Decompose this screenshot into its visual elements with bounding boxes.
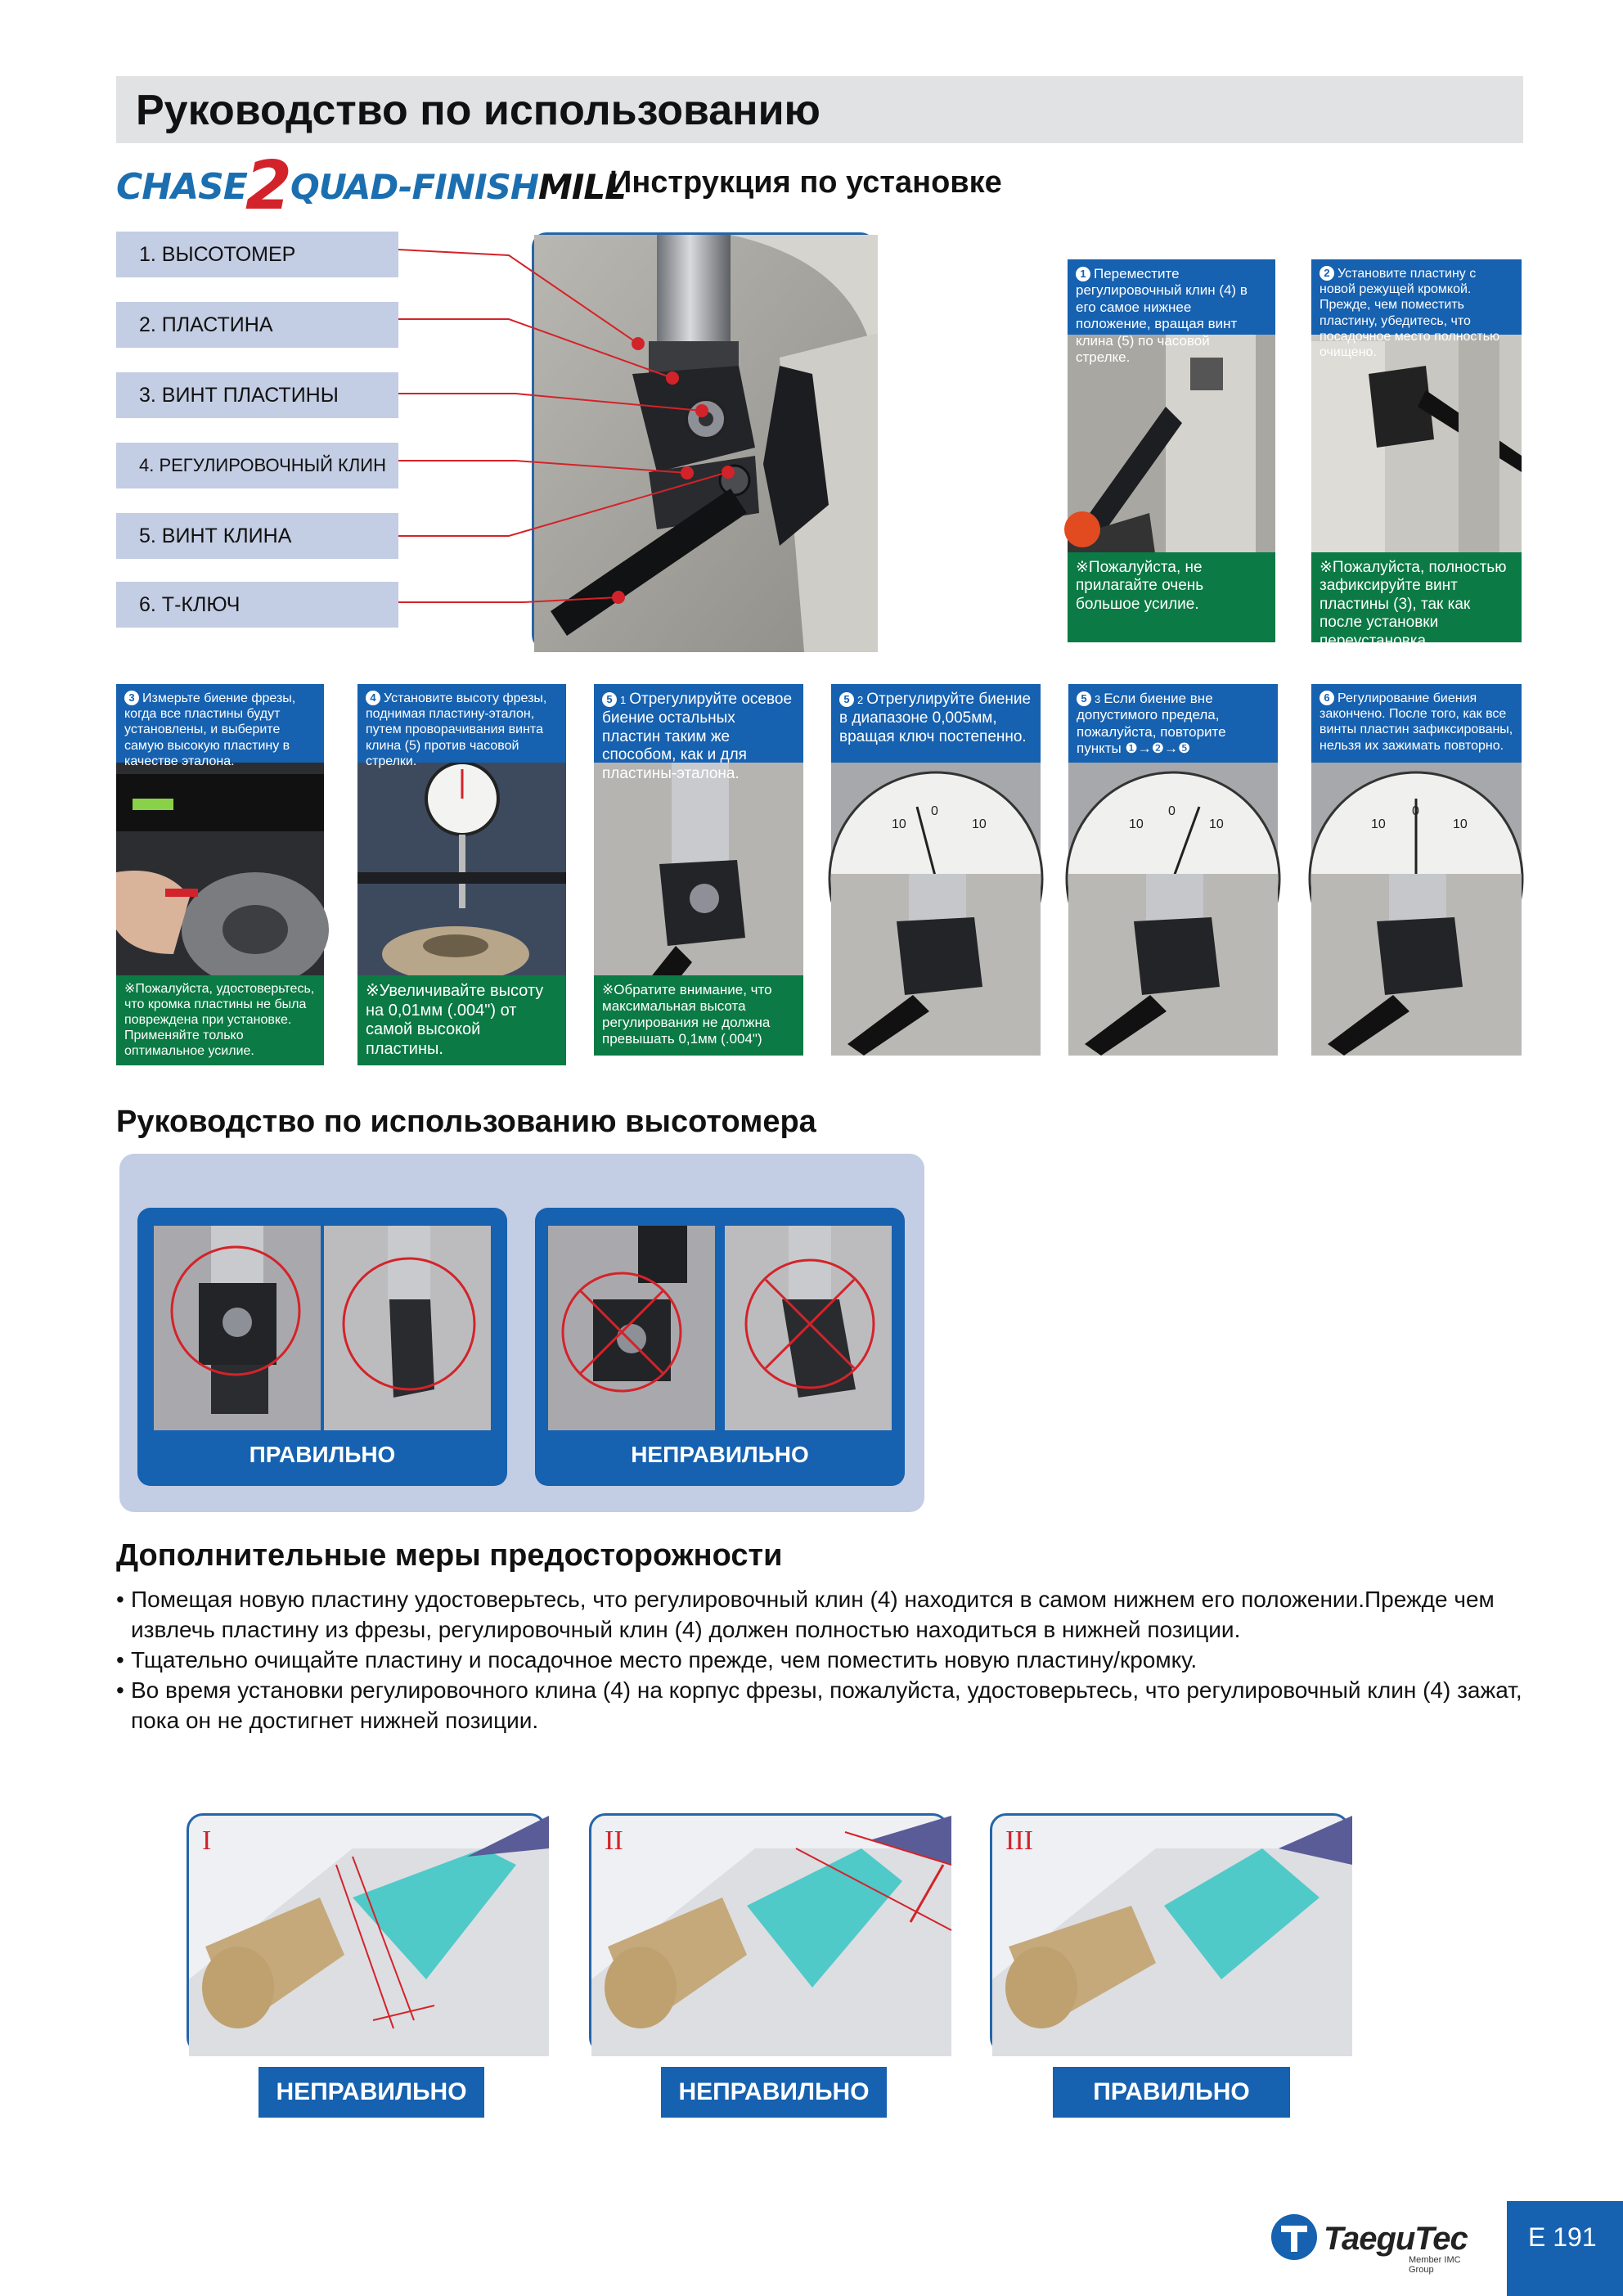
page-number: E 191 <box>1507 2201 1623 2296</box>
dial-mark: 10 <box>1209 817 1224 831</box>
logo-subtitle: Member IMC Group <box>1409 2255 1461 2275</box>
gauge-incorrect-side-svg <box>725 1226 892 1430</box>
illustration-2 <box>589 1813 949 2054</box>
precautions-title: Дополнительные меры предосторожности <box>116 1538 783 1573</box>
gauge-correct-photo-front <box>154 1226 321 1430</box>
part-label-wedge-screw: 5. ВИНТ КЛИНА <box>116 513 398 559</box>
list-item: • Во время установки регулировочного клина (4) на корпус фрезы, пожалуйста, удостоверьтесь, что регулировочный клин (4) зажат, пока он не достигнет нижней позиции. <box>116 1675 1523 1736</box>
list-item: • Помещая новую пластину удостоверьтесь, что регулировочный клин (4) находится в самом нижнем его положении.Прежде чем извлечь пластину из фрезы, регулировочный клин (4) должен полностью находиться в нижней позиции. <box>116 1584 1523 1645</box>
dial-mark: 0 <box>931 804 938 818</box>
illustration-1 <box>187 1813 546 2054</box>
part-label-insert: 2. ПЛАСТИНА <box>116 302 398 348</box>
step-card-2-instruction: 2 Установите пластину с новой режущей кромкой. Прежде, чем поместить пластину, убедитесь, что посадочное место полностью очищено. <box>1311 259 1522 335</box>
logo-name: TaeguTec <box>1324 2221 1468 2257</box>
dial-mark: 0 <box>1412 804 1419 818</box>
illustration-2-svg <box>591 1816 951 2056</box>
step-card-6-instruction: 6 Регулирование биения закончено. После того, как все винты пластин зафиксированы, нельзя их зажимать повторно. <box>1311 684 1522 763</box>
step-card-5-1-instruction: 5 1 Отрегулируйте осевое биение остальных пластин таким же способом, как и для пластины-эталона. <box>594 684 803 763</box>
gauge-incorrect-box <box>535 1208 905 1486</box>
step-card-3-note: ※Пожалуйста, удостоверьтесь, что кромка пластины не была повреждена при установке. Применяйте только оптимальное усилие. <box>116 975 324 1065</box>
gauge-incorrect-photo-side <box>725 1226 892 1430</box>
dial-mark: 10 <box>1371 817 1386 831</box>
illustration-1-numeral: I <box>202 1826 212 1856</box>
page-title: Руководство по использованию <box>136 87 820 134</box>
verdict-label-1: НЕПРАВИЛЬНО <box>259 2067 484 2118</box>
gauge-correct-front-svg <box>154 1226 321 1430</box>
gauge-correct-caption: ПРАВИЛЬНО <box>249 1442 396 1467</box>
dial-marks-overlay <box>0 0 1623 1064</box>
step-card-2-note: ※Пожалуйста, полностью зафиксируйте винт пластины (3), так как после установки переустановка невозможна. <box>1311 552 1522 642</box>
taegutec-emblem-icon <box>1270 2213 1319 2262</box>
step-card-5-3-instruction: 5 3 Если биение вне допустимого предела, пожалуйста, повторите пункты ❶→❷→❺ <box>1068 684 1278 763</box>
illustration-3 <box>990 1813 1350 2054</box>
step-card-1-instruction: 1 Переместите регулировочный клин (4) в его самое нижнее положение, вращая винт клина (5) по часовой стрелке. <box>1068 259 1275 335</box>
gauge-correct-box <box>137 1208 507 1486</box>
gauge-correct-side-svg <box>324 1226 491 1430</box>
gauge-incorrect-front-svg <box>548 1226 715 1430</box>
dial-mark: 10 <box>892 817 906 831</box>
dial-mark: 0 <box>1168 804 1176 818</box>
dial-mark: 10 <box>972 817 987 831</box>
verdict-label-3: ПРАВИЛЬНО <box>1053 2067 1290 2118</box>
illustration-3-svg <box>992 1816 1352 2056</box>
dial-mark: 10 <box>1453 817 1468 831</box>
illustration-1-svg <box>189 1816 549 2056</box>
illustration-2-numeral: II <box>605 1826 623 1856</box>
gauge-incorrect-caption: НЕПРАВИЛЬНО <box>631 1442 809 1467</box>
part-label-wedge: 4. РЕГУЛИРОВОЧНЫЙ КЛИН <box>116 443 398 488</box>
list-item: • Тщательно очищайте пластину и посадочное место прежде, чем поместить новую пластину/кромку. <box>116 1645 1523 1675</box>
part-label-t-key: 6. Т-КЛЮЧ <box>116 582 398 628</box>
step-card-5-2-instruction: 5 2 Отрегулируйте биение в диапазоне 0,005мм, вращая ключ постепенно. <box>831 684 1041 763</box>
gauge-correct-photo-side <box>324 1226 491 1430</box>
step-card-1-note: ※Пожалуйста, не прилагайте очень большое усилие. <box>1068 552 1275 642</box>
step-card-4-instruction: 4 Установите высоту фрезы, поднимая пластину-эталон, путем проворачивания винта клина (5) против часовой стрелки. <box>357 684 566 763</box>
taegutec-logo <box>1270 2209 1482 2275</box>
gauge-section-title: Руководство по использованию высотомера <box>116 1105 816 1139</box>
step-card-5-1-note: ※Обратите внимание, что максимальная высота регулирования не должна превышать 0,1мм (.004") <box>594 975 803 1056</box>
dial-mark: 10 <box>1129 817 1144 831</box>
installation-title: Инструкция по установке <box>609 165 1002 200</box>
step-card-4-note: ※Увеличивайте высоту на 0,01мм (.004") от самой высокой пластины. <box>357 975 566 1065</box>
precautions-list <box>116 1584 1523 1736</box>
step-card-3-instruction: 3 Измерьте биение фрезы, когда все пластины будут установлены, и выберите самую высокую пластину в качестве эталона. <box>116 684 324 763</box>
part-label-height-gauge: 1. ВЫСОТОМЕР <box>116 232 398 277</box>
verdict-label-2: НЕПРАВИЛЬНО <box>661 2067 887 2118</box>
gauge-incorrect-photo-front <box>548 1226 715 1430</box>
illustration-3-numeral: III <box>1005 1826 1033 1856</box>
part-label-insert-screw: 3. ВИНТ ПЛАСТИНЫ <box>116 372 398 418</box>
chase2quad-logo: CHASE 2 QUAD-FINISH MILL <box>116 147 626 225</box>
